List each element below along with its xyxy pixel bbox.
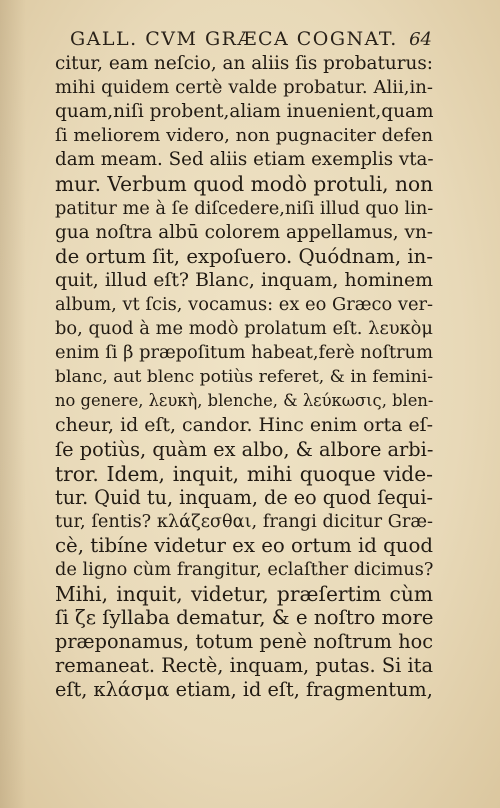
text-line: cè, tibíne videtur ex eo ortum id quod [55, 533, 433, 557]
text-line: ſe potiùs, quàm ex albo, & albore arbi- [55, 437, 434, 461]
text-line: ſi ζε ſyllaba dematur, & e noſtro more [55, 606, 434, 630]
text-line: album, vt ſcis, vocamus: ex eo Græco ver- [55, 293, 434, 315]
text-line: cheur, id eſt, candor. Hinc enim orta eſ- [55, 414, 433, 437]
text-line: patitur me à ſe diſcedere,niſi illud quo lin- [55, 198, 434, 219]
text-body [55, 52, 433, 703]
text-line: dam meam. Sed aliis etiam exemplis vta- [55, 149, 434, 171]
text-line: præponamus, totum penè noſtrum hoc [55, 630, 433, 654]
text-line: blanc, aut blenc potiùs referet, & in femini- [55, 367, 433, 388]
text-line: tror. Idem, inquit, mihi quoque vide- [55, 461, 433, 486]
running-header [70, 28, 432, 50]
running-title: GALL. CVM GRÆCA COGNAT. [70, 28, 398, 50]
text-line: remaneat. Rectè, inquam, putas. Si ita [55, 654, 433, 678]
text-line: mur. Verbum quod modò protuli, non [55, 172, 434, 197]
text-line: eſt, κλάσμα etiam, id eſt, fragmentum, [55, 678, 433, 702]
text-line: ſi meliorem videro, non pugnaciter defen [55, 125, 433, 147]
text-line: mihi quidem certè valde probatur. Alii,in- [55, 77, 433, 99]
text-line: tur, ſentis? κλάζεσθαι, frangi dicitur Græ- [55, 511, 433, 532]
text-line: de ligno cùm frangitur, eclaſther dicimus? [55, 559, 434, 580]
text-line: quit, illud eſt? Blanc, inquam, hominem [55, 269, 433, 291]
text-line: Mihi, inquit, videtur, præſertim cùm [55, 582, 433, 607]
text-line: quam,niſi probent,aliam inuenient,quam [55, 101, 434, 123]
text-line: tur. Quid tu, inquam, de eo quod ſequi- [55, 485, 433, 509]
text-line: citur, eam neſcio, an aliis ſis probaturus: [55, 53, 433, 74]
text-line: gua noſtra albū colorem appellamus, vn- [55, 221, 433, 243]
text-line: de ortum ſit, expoſuero. Quódnam, in- [55, 244, 433, 268]
text-line: bo, quod à me modò prolatum eſt. λευκὸμ [55, 318, 433, 340]
text-line: no genere, λευκὴ, blenche, & λεύκωσις, blen- [55, 391, 434, 411]
gutter-shadow [0, 0, 26, 808]
page-number: 64 [409, 29, 432, 50]
text-line: enim ſi β præpoſitum habeat,ferè noſtrum [55, 342, 433, 364]
